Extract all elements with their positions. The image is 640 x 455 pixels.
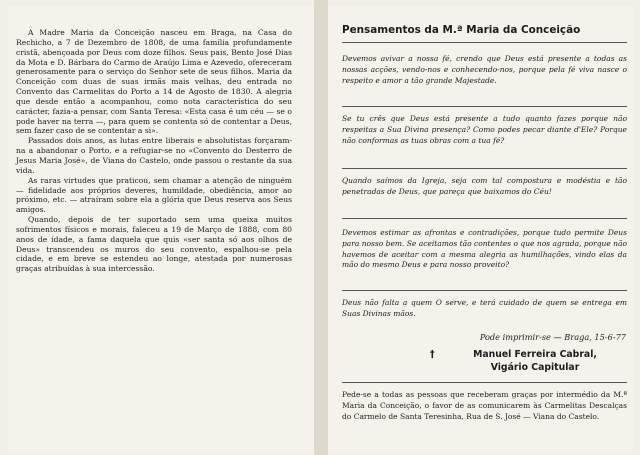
cross-icon: † (430, 349, 435, 360)
biography-paragraph: Passados dois anos, as lutas entre liberais e absolutistas forçaram-na a abandonar o Porto, e a refugiar-se no «Convento do Desterro de Jesus Maria José», de Viana do Castelo, onde passou o restante da sua vida. (16, 136, 292, 175)
biography-paragraph: Quando, depois de ter suportado sem uma queixa muitos sofrimentos físicos e morais, faleceu a 19 de Março de 1888, com 80 anos de idade, a fama daquela que quis «ser santa só aos olhos de Deus» transcendeu os muros do seu convento, espalhou-se pela cidade, e em breve se estendeu ao longe, atestada por numerosas graças atribuídas à sua intercessão. (16, 215, 292, 274)
separator-rule (342, 290, 627, 291)
thoughts-title: Pensamentos da M.ª Maria da Conceição (342, 24, 581, 36)
separator-rule (342, 168, 627, 169)
closing-note: Pede-se a todas as pessoas que receberam graças por intermédio da M.ª Maria da Conceição, o favor de as comunicarem às Carmelitas Descalças do Carmelo de Santa Teresinha, Rua de S. José — Viana do Castelo. (342, 390, 627, 421)
separator-rule (342, 106, 627, 107)
separator-rule (342, 218, 627, 219)
imprimatur-line: Pode imprimir-se — Braga, 15-6-77 (479, 332, 626, 342)
biography-paragraph: A Madre Maria da Conceição nasceu em Braga, na Casa do Rechicho, a 7 de Dezembro de 1808, de uma família profundamente cristã, abençoada por Deus com doze filhos. Seus pais, Bento José Dias da Mota e D. Bárbara do Carmo de Araújo Lima e Azevedo, ofereceram generosamente para o serviço do Senhor sete de seus filhos. Maria da Conceição com duas de suas irmãs mais velhas, deu entrada no Convento das Carmelitas do Porto a 14 de Agosto de 1830. A alegria que desde então a acompanhou, como nota característica do seu carácter, fazia-a pensar, com Santa Teresa: «Esta casa é um céu — se o pode haver na terra —, para quem se contenta só de contentar a Deus, sem fazer caso de se contentar a si». (16, 28, 292, 136)
thought-4: Devemos estimar as afrontas e contradições, porque tudo permite Deus para nosso bem. Se aceitamos tão contentes o que nos agrada, porque não havemos de aceitar com a mesma alegria as humilhações, vindo elas da mão do mesmo Deus e para nosso proveito? (342, 228, 627, 270)
thought-1: Devemos avivar a nossa fé, crendo que Deus está presente a todas as nossas acções, vendo-nos e conhecendo-nos, porque pela fé viva nasce o respeito e amor a tão grande Majestade. (342, 54, 627, 85)
page-gutter (314, 0, 328, 455)
signer-title: Vigário Capitular (490, 362, 580, 373)
thought-5: Deus não falta a quem O serve, e terá cuidado de quem se entrega em Suas Divinas mãos. (342, 298, 627, 318)
separator-rule (342, 42, 627, 43)
thought-2: Se tu crês que Deus está presente a tudo quanto fazes porque não respeitas a Sua Divina presença? Como podes pecar diante d'Ele? Porque não conformas as tuas obras com a tua fé? (342, 114, 627, 145)
signer-name: Manuel Ferreira Cabral, (473, 349, 597, 360)
signer-block (430, 348, 625, 374)
separator-rule (342, 382, 627, 383)
biography-paragraph: As raras virtudes que praticou, sem chamar a atenção de ninguém — fidelidade aos próprios deveres, humildade, obediência, amor ao próximo, etc. — atraíram sobre ela a glória que Deus reserva aos Seus amigos. (16, 175, 292, 215)
thought-3: Quando saímos da Igreja, seja com tal compostura e modéstia e tão penetradas de Deus, que pareça que baixamos do Céu! (342, 176, 627, 196)
biography-column (16, 28, 292, 274)
